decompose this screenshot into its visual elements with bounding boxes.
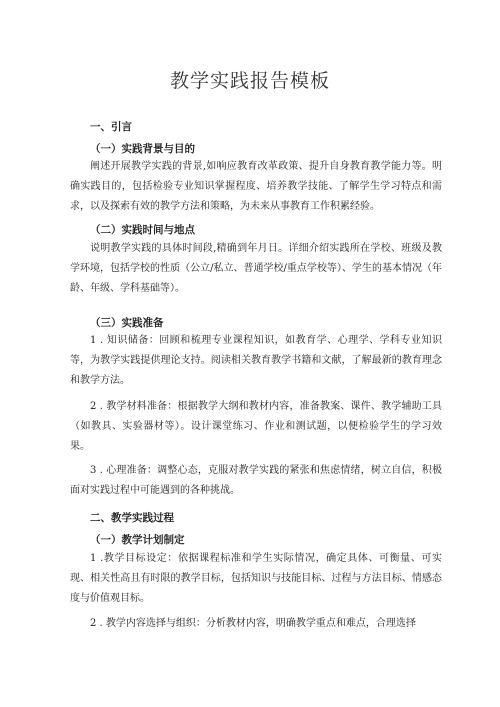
heading-introduction: 一、引言 (90, 121, 132, 133)
paragraph-knowledge: 1 . 知识储备：回顾和梳理专业课程知识，如教育学、心理学、学科专业知识等，为教学实践提供理论支持。阅读相关教育教学书籍和文献，了解最新的教育理念和教学方法。 (70, 335, 442, 386)
heading-background-purpose: （一）实践背景与目的 (90, 143, 195, 155)
paragraph-content: 2 . 教学内容选择与组织：分析教材内容，明确教学重点和难点，合理选择 (90, 618, 416, 629)
paragraph-background: 阐述开展教学实践的背景,如响应教育改革政策、提升自身教育教学能力等。明确实践目的，包括检验专业知识掌握程度、培养教学技能、了解学生学习特点和需求，以及探索有效的教学方法和策略，为未来从事教育工作积累经验。 (70, 161, 442, 212)
heading-preparation: （三）实践准备 (90, 317, 164, 329)
paragraph-goals: 1 .教学目标设定：依据课程标准和学生实际情况，确定具体、可衡量、可实现、相关性高且有时限的教学目标，包括知识与技能目标、过程与方法目标、情感态度与价值观目标。 (70, 553, 442, 604)
heading-plan: （一）教学计划制定 (90, 534, 185, 546)
paragraph-time-place: 说明教学实践的具体时间段,精确到年月日。详细介绍实践所在学校、班级及教学环境，包括学校的性质（公立/私立、普通学校/重点学校等）、学生的基本情况（年龄、年级、学科基础等）。 (70, 243, 442, 294)
paragraph-mental: 3 . 心理准备：调整心态，克服对教学实践的紧张和焦虑情绪，树立自信，积极面对实践过程中可能遇到的各种挑战。 (70, 465, 442, 496)
heading-practice-process: 二、教学实践过程 (90, 512, 174, 524)
paragraph-materials: 2 . 教学材料准备：根据教学大纲和教材内容，准备教案、课件、教学辅助工具（如教具、实验器材等）。设计课堂练习、作业和测试题，以便检验学生的学习效果。 (70, 401, 442, 452)
document-title: 教学实践报告模板 (169, 70, 330, 92)
heading-time-place: （二）实践时间与地点 (90, 224, 195, 236)
